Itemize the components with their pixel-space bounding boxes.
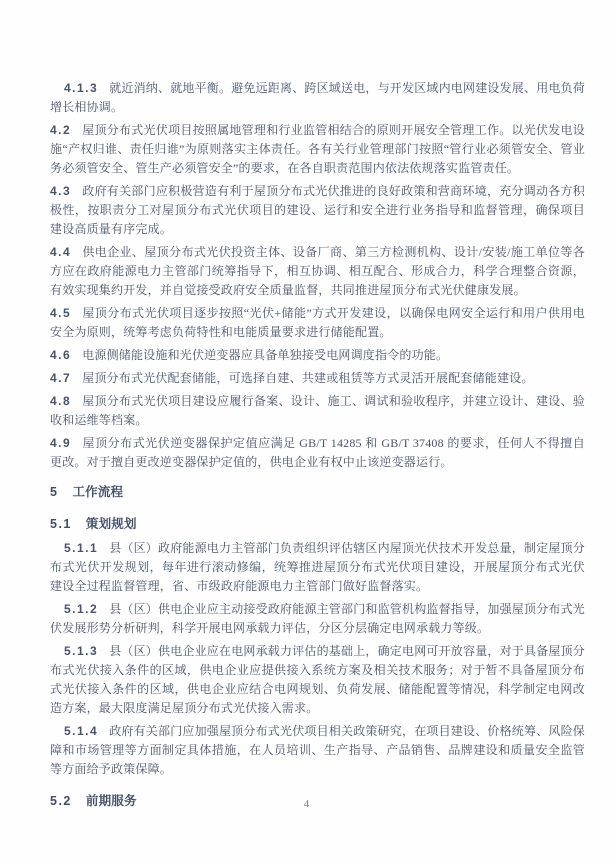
clause-number: 4.2 [50,123,72,137]
clause-number: 4.1.3 [64,81,99,95]
clause-4.2 [50,121,585,178]
clause-text: 前期服务 [85,794,137,808]
clause-number: 5 [50,485,59,499]
clause-text: 屋顶分布式光伏项目按照属地管理和行业监管相结合的原则开展安全管理工作。以光伏发电设施“产权归谁、责任归谁”为原则落实主体责任。各有关行业管理部门按照“管行业必须管安全、管业务必须管安全、管生产必须管安全”的要求，在各自职责范围内依法依规落实监管责任。 [50,123,585,175]
clause-text: 县（区）政府能源电力主管部门负责组织评估辖区内屋顶光伏技术开发总量，制定屋顶分布式光伏开发规划，每年进行滚动修编，统筹推进屋顶分布式光伏项目建设，开展屋顶分布式光伏建设全过程监督管理，省、市级政府能源电力主管部门做好监督落实。 [50,541,586,593]
clause-text: 县（区）供电企业应主动接受政府能源主管部门和监管机构监督指导，加强屋顶分布式光伏发展形势分析研判，科学开展电网承载力评估，分区分层确定电网承载力等级。 [50,602,586,635]
clause-text: 屋顶分布式光伏逆变器保护定值应满足 GB/T 14285 和 GB/T 37408 的要求，任何人不得擅自更改。对于擅自更改逆变器保护定值的，供电企业有权中止该逆变器运行。 [50,436,585,469]
clause-text: 屋顶分布式光伏配套储能，可选择自建、共建或租赁等方式灵活开展配套储能建设。 [82,371,534,385]
clause-number: 5.1 [50,517,72,531]
clause-number: 4.7 [50,371,72,385]
clause-number: 5.1.2 [64,602,99,616]
clause-text: 工作流程 [72,485,124,499]
clause-number: 4.5 [50,306,72,320]
clause-text: 供电企业、屋顶分布式光伏投资主体、设备厂商、第三方检测机构、设计/安装/施工单位等各方应在政府能源电力主管部门统筹指导下，相互协调、相互配合、形成合力，科学合理整合资源，有效实现集约开发，并自觉接受政府安全质量监督，共同推进屋顶分布式光伏健康发展。 [50,245,585,297]
clause-text: 策划规划 [85,517,137,531]
clause-text: 屋顶分布式光伏项目建设应履行备案、设计、施工、调试和验收程序，并建立设计、建设、验收和运维等档案。 [50,394,585,427]
clause-4.7 [50,369,585,388]
clause-number: 5.1.4 [64,724,99,738]
clause-text: 电源侧储能设施和光伏逆变器应具备单独接受电网调度指令的功能。 [82,348,449,362]
clause-number: 5.1.1 [64,541,99,555]
page-number: 4 [303,798,310,810]
clause-4.1.3 [50,79,585,117]
clause-4.6 [50,346,585,365]
document-body [50,79,585,816]
clause-text: 县（区）供电企业应在电网承载力评估的基础上，确定电网可开放容量，对于具备屋顶分布式光伏接入条件的区域，供电企业应提供接入系统方案及相关技术服务；对于暂不具备屋顶分布式光伏接入条件的区域，供电企业应结合电网规划、负荷发展、储能配置等情况，科学制定电网改造方案，最大限度满足屋顶分布式光伏接入需求。 [50,644,586,715]
clause-number: 4.4 [50,245,72,259]
clause-4.5 [50,304,585,342]
clause-text: 政府有关部门应积极营造有利于屋顶分布式光伏推进的良好政策和营商环境，充分调动各方积极性，按职责分工对屋顶分布式光伏项目的建设、运行和安全进行业务指导和监督管理，确保项目建设高质量有序完成。 [50,184,585,236]
clause-5.1.4 [50,722,585,779]
clause-5.1.3 [50,642,585,718]
clause-4.3 [50,182,585,239]
section-heading-5.1 [50,515,585,534]
clause-4.9 [50,434,585,472]
clause-4.8 [50,392,585,430]
clause-number: 4.8 [50,394,72,408]
clause-number: 5.1.3 [64,644,99,658]
clause-text: 就近消纳、就地平衡。避免远距离、跨区域送电，与开发区域内电网建设发展、用电负荷增长相协调。 [50,81,586,114]
clause-4.4 [50,243,585,300]
clause-text: 政府有关部门应加强屋顶分布式光伏项目相关政策研究，在项目建设、价格统筹、风险保障和市场管理等方面制定具体措施，在人员培训、生产指导、产品销售、品牌建设和质量安全监管等方面给予政策保障。 [50,724,586,776]
clause-number: 4.9 [50,436,72,450]
clause-number: 4.3 [50,184,72,198]
clause-5.1.2 [50,600,585,638]
clause-text: 屋顶分布式光伏项目逐步按照“光伏+储能”方式开发建设，以确保电网安全运行和用户供用电安全为原则，统筹考虑负荷特性和电能质量要求进行储能配置。 [50,306,585,339]
clause-number: 4.6 [50,348,72,362]
section-heading-5 [50,483,585,502]
clause-number: 5.2 [50,794,72,808]
clause-5.1.1 [50,539,585,596]
